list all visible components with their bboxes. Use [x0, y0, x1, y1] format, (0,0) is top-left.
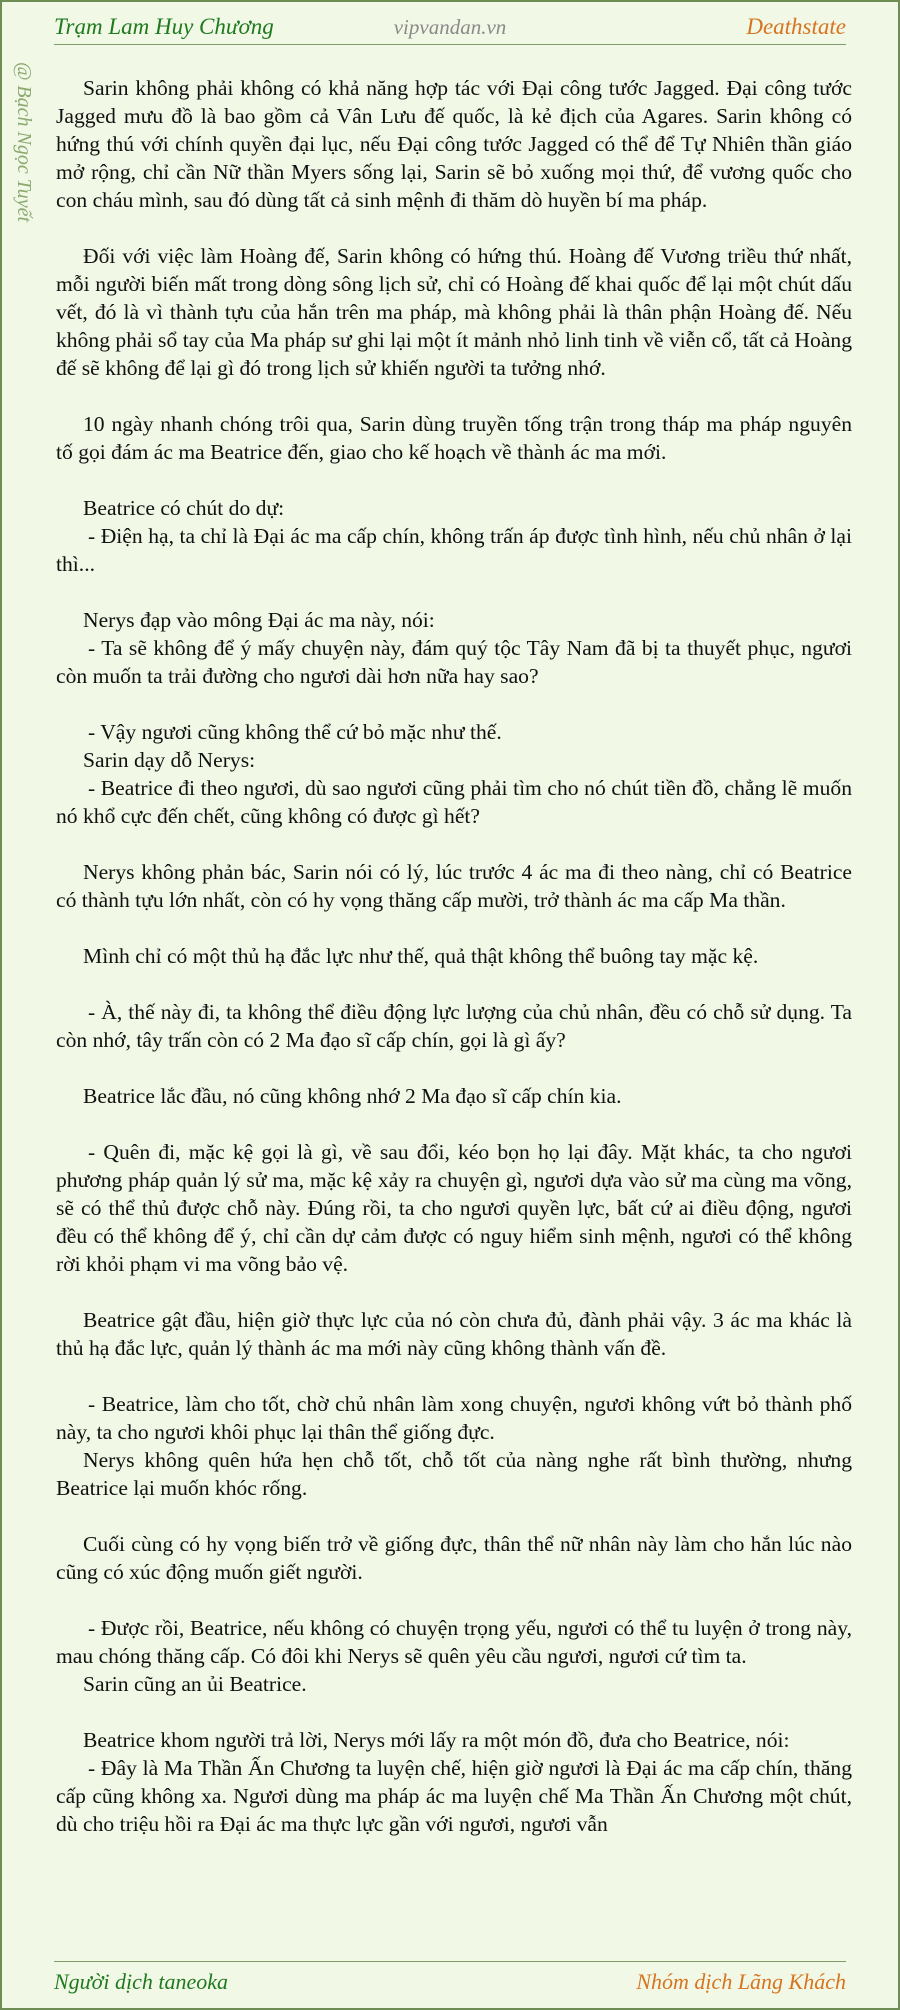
dialogue-line: - Điện hạ, ta chỉ là Đại ác ma cấp chín, không trấn áp được tình hình, nếu chủ nhân ở lại thì... [56, 524, 852, 576]
dialogue-line: - Beatrice đi theo ngươi, dù sao ngươi cũng phải tìm cho nó chút tiền đồ, chẳng lẽ muốn nó khổ cực đến chết, cũng không có được gì hết? [56, 776, 852, 828]
header-title: Trạm Lam Huy Chương [54, 14, 274, 39]
group-credit: Nhóm dịch Lãng Khách [636, 1969, 846, 1994]
paragraph: Sarin cũng an ủi Beatrice. [83, 1672, 307, 1696]
paragraph: Sarin không phải không có khả năng hợp tác với Đại công tước Jagged. Đại công tước Jagged mưu đồ là bao gồm cả Vân Lưu đế quốc, là kẻ địch của Agares. Sarin không có hứng thú với chính quyền đại lục, nếu Đại công tước Jagged có thể để Tự Nhiên thần giáo mở rộng, chỉ cần Nữ thần Myers sống lại, Sarin sẽ bỏ xuống mọi thứ, để vương quốc cho con cháu mình, sau đó dùng tất cả sinh mệnh đi thăm dò huyền bí ma pháp. [56, 76, 852, 212]
paragraph: Mình chỉ có một thủ hạ đắc lực như thế, quả thật không thể buông tay mặc kệ. [83, 944, 759, 968]
side-label: @ Bạch Ngọc Tuyết [13, 62, 35, 223]
paragraph: Beatrice lắc đầu, nó cũng không nhớ 2 Ma đạo sĩ cấp chín kia. [83, 1084, 622, 1108]
dialogue-line: - Được rồi, Beatrice, nếu không có chuyện trọng yếu, ngươi có thể tu luyện ở trong này, mau chóng thăng cấp. Có đôi khi Nerys sẽ quên yêu cầu ngươi, ngươi cứ tìm ta. [56, 1616, 852, 1668]
page-header [54, 10, 846, 45]
dialogue-line: - Beatrice, làm cho tốt, chờ chủ nhân làm xong chuyện, ngươi không vứt bỏ thành phố này, ta cho ngươi khôi phục lại thân thể giống đực. [56, 1392, 852, 1444]
paragraph: Cuối cùng có hy vọng biến trở về giống đực, thân thể nữ nhân này làm cho hắn lúc nào cũng có xúc động muốn giết người. [56, 1532, 852, 1584]
page-footer [54, 1961, 846, 2000]
side-watermark [4, 62, 44, 302]
dialogue-line: - À, thế này đi, ta không thể điều động lực lượng của chủ nhân, đều có chỗ sử dụng. Ta còn nhớ, tây trấn còn có 2 Ma đạo sĩ cấp chín, gọi là gì ấy? [56, 1000, 852, 1052]
chapter-text [56, 74, 852, 1952]
paragraph: Beatrice có chút do dự: [83, 496, 285, 520]
translator-credit: Người dịch taneoka [54, 1969, 229, 1994]
book-title: Deathstate [746, 14, 846, 39]
dialogue-line: - Ta sẽ không để ý mấy chuyện này, đám quý tộc Tây Nam đã bị ta thuyết phục, ngươi còn muốn ta trải đường cho ngươi dài hơn nữa hay sao? [56, 636, 852, 688]
site-name: vipvandan.vn [393, 15, 507, 39]
paragraph: Đối với việc làm Hoàng đế, Sarin không có hứng thú. Hoàng đế Vương triều thứ nhất, mỗi người biến mất trong dòng sông lịch sử, chỉ có Hoàng đế khai quốc để lại một chút dấu vết, đó là vì thành tựu của hắn trên ma pháp, mà không phải là thân phận Hoàng đế. Nếu không phải sổ tay của Ma pháp sư ghi lại một ít mảnh nhỏ linh tinh về viễn cổ, tất cả Hoàng đế sẽ không để lại gì đó trong lịch sử khiến người ta tưởng nhớ. [56, 244, 852, 380]
dialogue-line: - Quên đi, mặc kệ gọi là gì, về sau đổi, kéo bọn họ lại đây. Mặt khác, ta cho ngươi phương pháp quản lý sử ma, mặc kệ xảy ra chuyện gì, ngươi dựa vào sử ma cùng ma võng, sẽ có thể thủ được chỗ này. Đúng rồi, ta cho ngươi quyền lực, bất cứ ai điều động, ngươi đều có thể không để ý, chỉ cần dự cảm được có nguy hiểm sinh mệnh, ngươi có thể không rời khỏi phạm vi ma võng bảo vệ. [56, 1140, 852, 1276]
dialogue-line: - Vậy ngươi cũng không thể cứ bỏ mặc như thế. [88, 720, 502, 744]
paragraph: Nerys không phản bác, Sarin nói có lý, lúc trước 4 ác ma đi theo nàng, chỉ có Beatrice có thành tựu lớn nhất, còn có hy vọng thăng cấp mười, trở thành ác ma cấp Ma thần. [56, 860, 852, 912]
paragraph: Beatrice gật đầu, hiện giờ thực lực của nó còn chưa đủ, đành phải vậy. 3 ác ma khác là thủ hạ đắc lực, quản lý thành ác ma mới này cũng không thành vấn đề. [56, 1308, 852, 1360]
paragraph: Nerys không quên hứa hẹn chỗ tốt, chỗ tốt của nàng nghe rất bình thường, nhưng Beatrice lại muốn khóc rống. [56, 1448, 852, 1500]
dialogue-line: - Đây là Ma Thần Ấn Chương ta luyện chế, hiện giờ ngươi là Đại ác ma cấp chín, thăng cấp cũng không xa. Ngươi dùng ma pháp ác ma luyện chế Ma Thần Ấn Chương một chút, dù cho triệu hồi ra Đại ác ma thực lực gần với ngươi, ngươi vẫn [56, 1756, 852, 1836]
paragraph: Beatrice khom người trả lời, Nerys mới lấy ra một món đồ, đưa cho Beatrice, nói: [83, 1728, 790, 1752]
paragraph: 10 ngày nhanh chóng trôi qua, Sarin dùng truyền tống trận trong tháp ma pháp nguyên tố gọi đám ác ma Beatrice đến, giao cho kế hoạch về thành ác ma mới. [56, 412, 852, 464]
paragraph: Nerys đạp vào mông Đại ác ma này, nói: [83, 608, 435, 632]
paragraph: Sarin dạy dỗ Nerys: [83, 748, 256, 772]
